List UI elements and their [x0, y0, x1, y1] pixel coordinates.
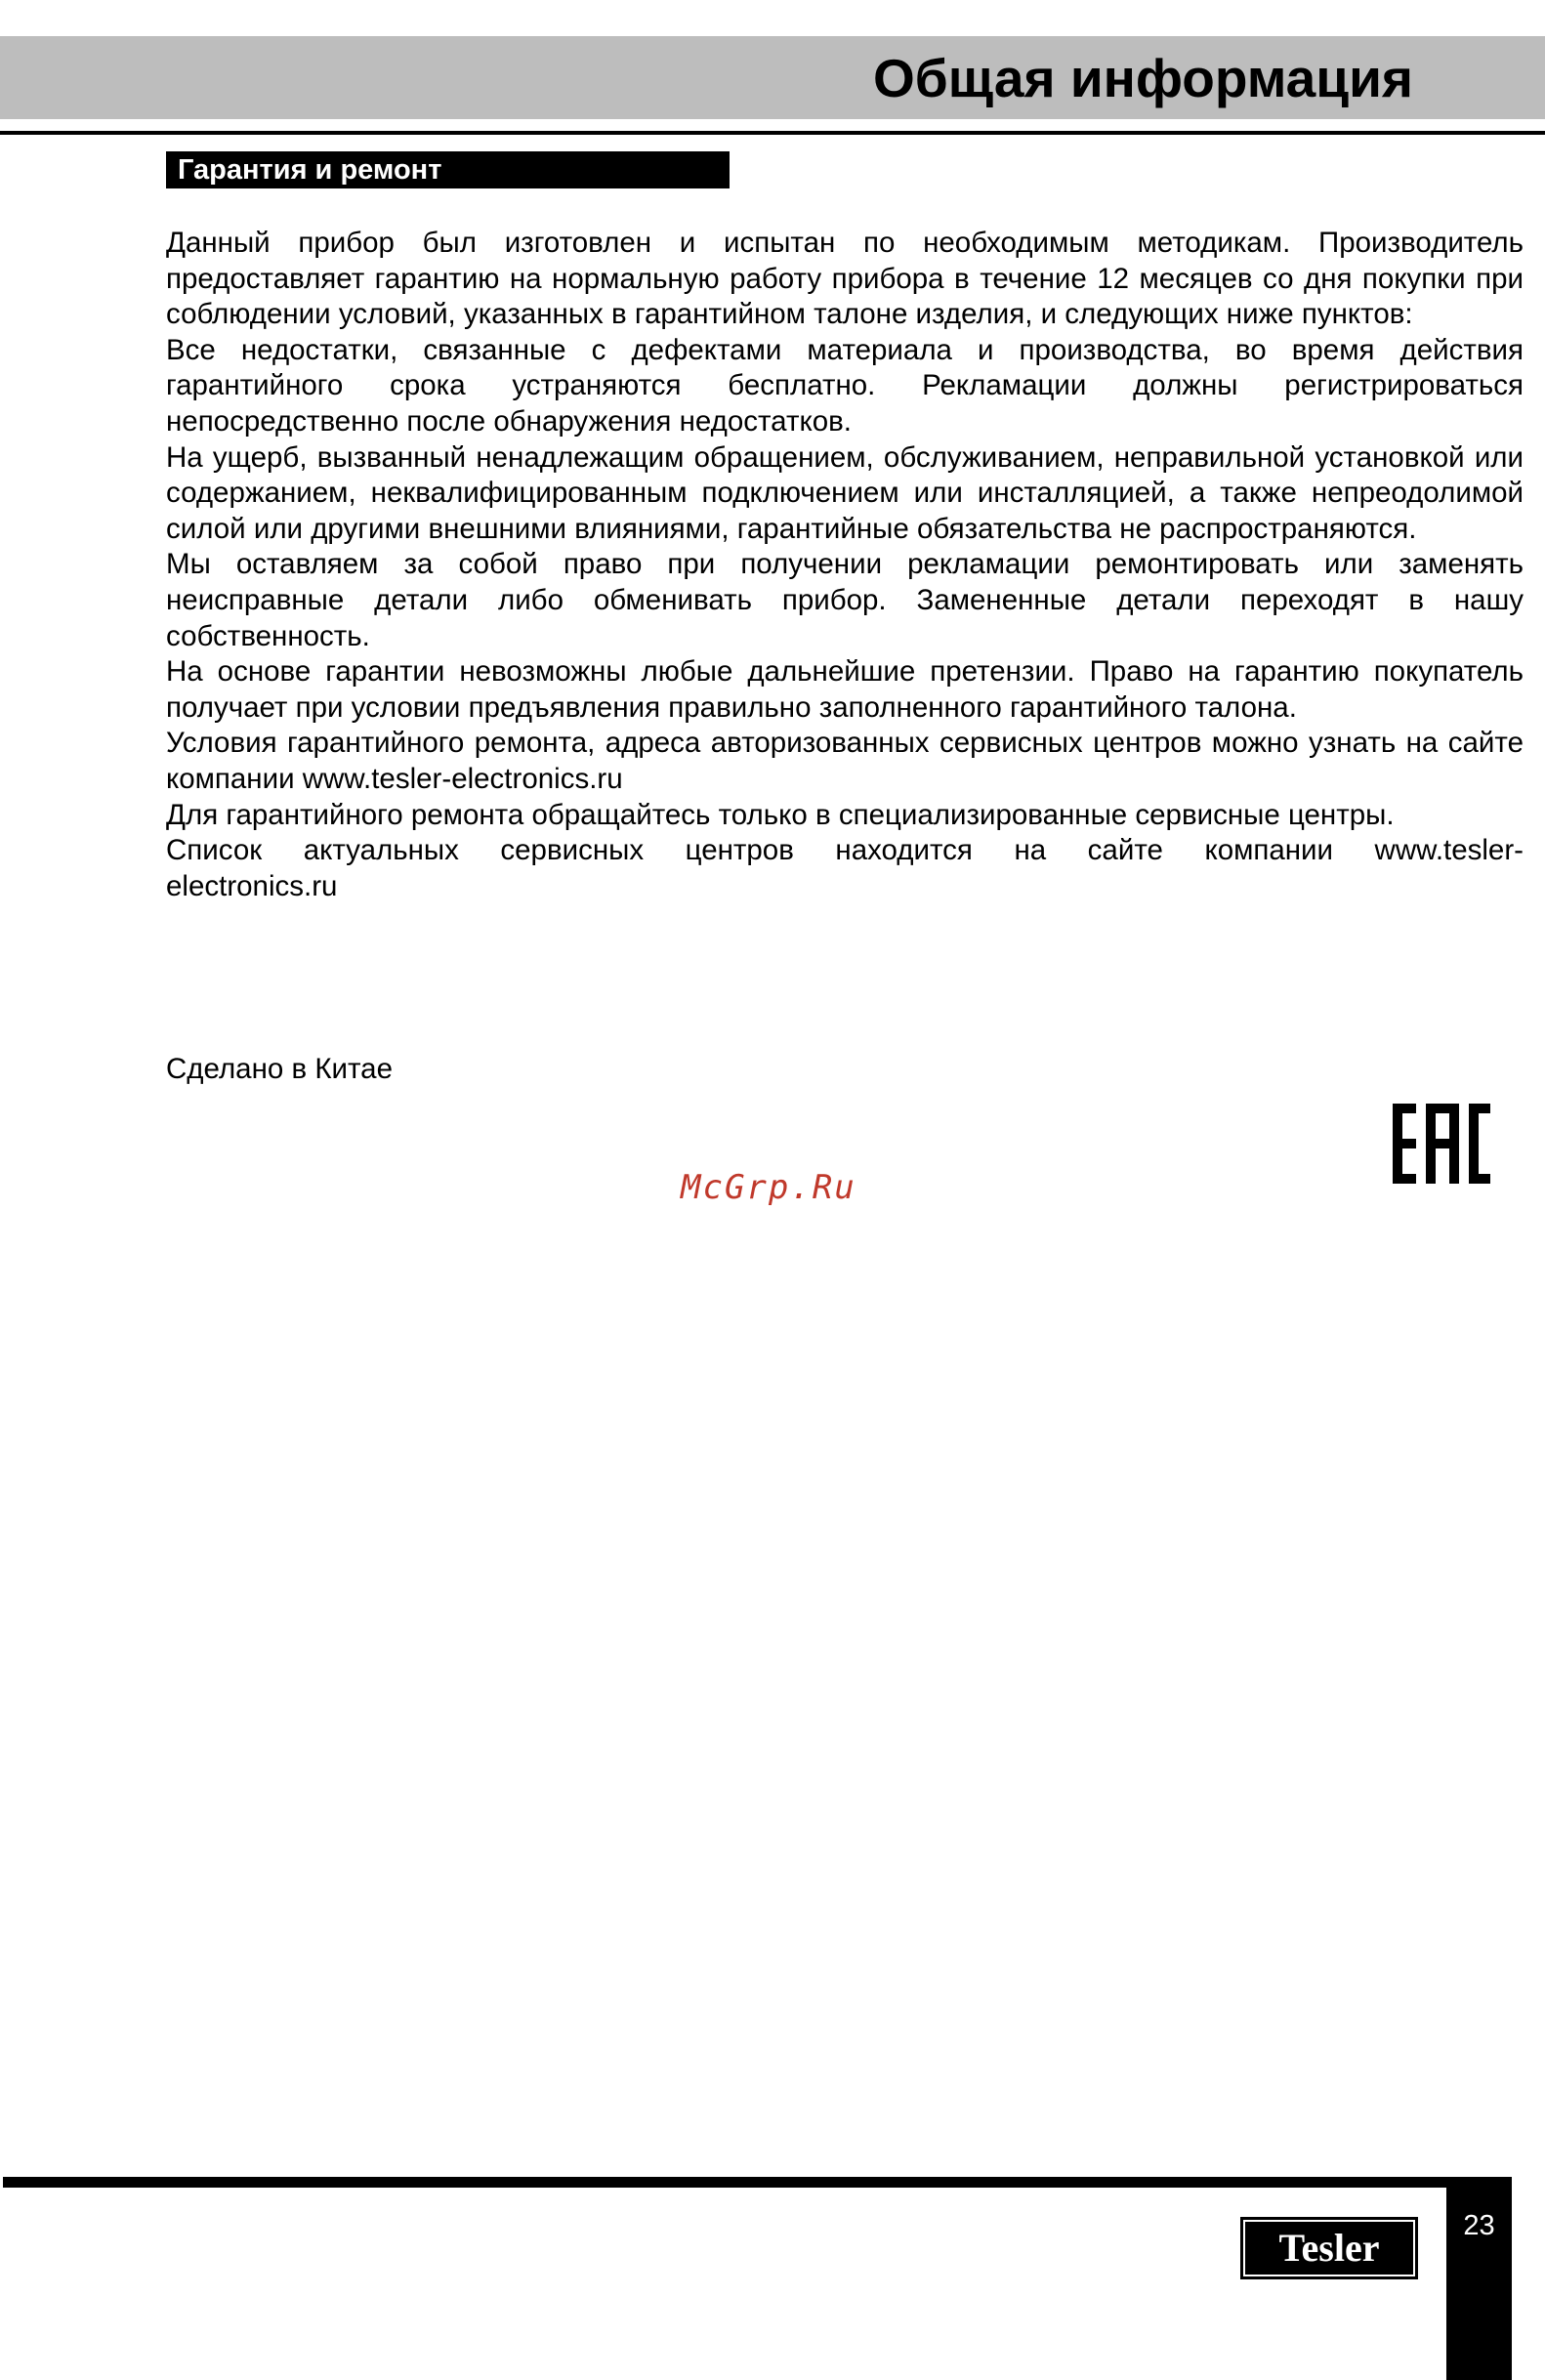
paragraph-exclusions: На ущерб, вызванный ненадлежащим обращением, обслуживанием, неправильной установкой или содержанием, неквалифицированным подключением или инсталляцией, а также непреодолимой силой или другими внешними влияниями, гарантийные обязательства не распространяются.	[166, 440, 1524, 545]
paragraph-defects: Все недостатки, связанные с дефектами материала и производства, во время действия гарантийного срока устраняются бесплатно. Рекламации должны регистрироваться непосредственно после обнаружения недостатков.	[166, 333, 1524, 438]
paragraph-repair-rights: Мы оставляем за собой право при получении рекламации ремонтировать или заменять неисправные детали либо обменивать прибор. Замененные детали переходят в нашу собственность.	[166, 548, 1524, 652]
brand-name: Tesler	[1278, 2226, 1380, 2270]
page-title: Общая информация	[873, 48, 1413, 108]
footer-rule	[3, 2177, 1512, 2188]
footer-tab	[1446, 2177, 1512, 2380]
paragraph-warranty-terms: Данный прибор был изготовлен и испытан по необходимым методикам. Производитель предоставляет гарантию на нормальную работу прибора в течение 12 месяцев со дня покупки при соблюдении условий, указанных в гарантийном талоне изделия, и следующих ниже пунктов:	[166, 227, 1524, 331]
header-rule	[0, 131, 1545, 135]
tesler-logo-icon	[1240, 2217, 1418, 2279]
watermark: McGrp.Ru	[681, 1168, 856, 1207]
section-heading: Гарантия и ремонт	[166, 151, 730, 188]
body-text	[166, 226, 1524, 904]
paragraph-service-list-end: electronics.ru	[166, 869, 338, 902]
page-number: 23	[1463, 2210, 1495, 2241]
made-in-text: Сделано в Китае	[166, 1053, 393, 1085]
eac-mark-icon	[1393, 1104, 1490, 1184]
paragraph-service-info: Условия гарантийного ремонта, адреса авторизованных сервисных центров можно узнать на сайте компании www.tesler-electronics.ru	[166, 727, 1524, 795]
paragraph-claims: На основе гарантии невозможны любые дальнейшие претензии. Право на гарантию покупатель получает при условии предъявления правильно заполненного гарантийного талона.	[166, 655, 1524, 724]
paragraph-service-list: Список актуальных сервисных центров находится на сайте компании www.tesler-	[166, 834, 1524, 867]
paragraph-service-centers: Для гарантийного ремонта обращайтесь только в специализированные сервисные центры.	[166, 798, 1395, 831]
